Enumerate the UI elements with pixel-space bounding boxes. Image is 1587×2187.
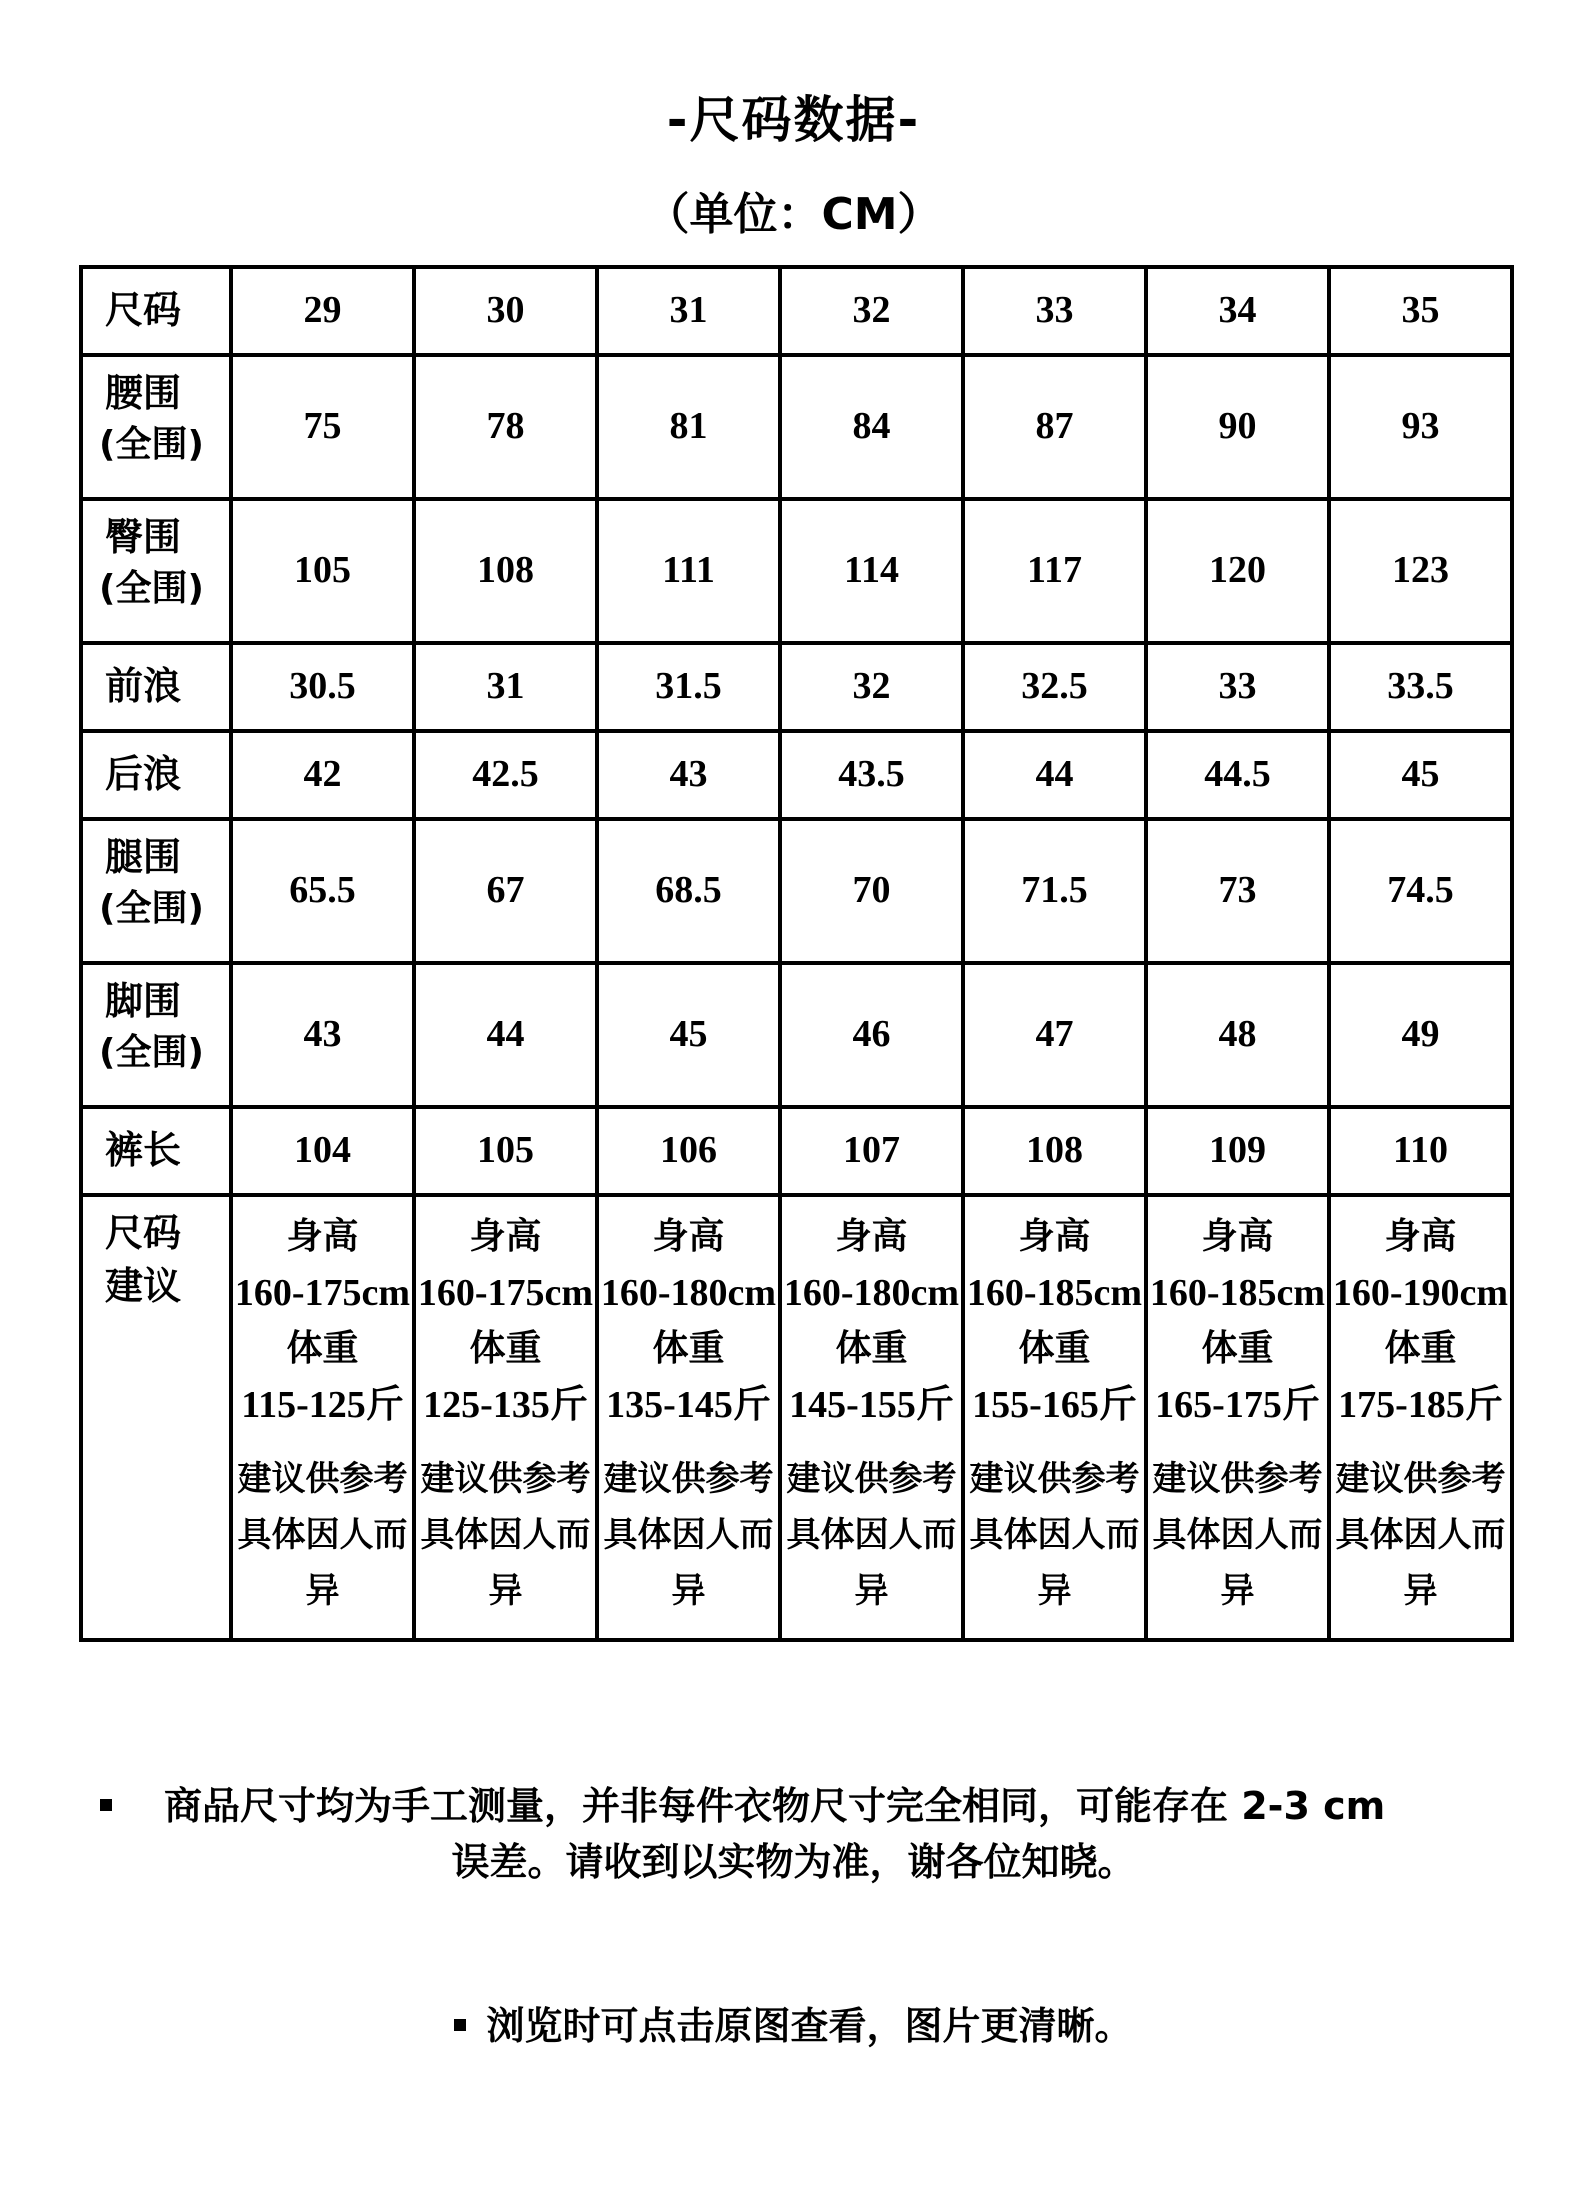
value-cell: 73	[1146, 819, 1329, 963]
row-label-sub: (全围)	[99, 424, 204, 466]
value-cell: 47	[963, 963, 1146, 1107]
row-label-sub: (全围)	[99, 888, 204, 930]
recommend-note: 建议供参考具体因人而异	[1152, 1459, 1323, 1611]
row-label-main: 建议	[105, 1264, 182, 1309]
value-cell: 90	[1146, 355, 1329, 499]
value-cell: 104	[231, 1107, 414, 1195]
row-label	[81, 819, 231, 963]
value-cell: 70	[780, 819, 963, 963]
value-cell: 31	[414, 643, 597, 731]
value-cell: 93	[1329, 355, 1512, 499]
table-row-hip	[81, 499, 1512, 643]
row-label: 裤长	[81, 1107, 231, 1195]
bullet-icon	[100, 1799, 112, 1811]
value-cell: 87	[963, 355, 1146, 499]
size-cell: 34	[1146, 267, 1329, 355]
recommend-cell	[597, 1195, 780, 1640]
row-label-sub: (全围)	[99, 1032, 204, 1074]
recommend-cell	[231, 1195, 414, 1640]
value-cell: 32.5	[963, 643, 1146, 731]
recommend-cell	[1329, 1195, 1512, 1640]
value-cell: 75	[231, 355, 414, 499]
value-cell: 33	[1146, 643, 1329, 731]
weight-label: 体重	[1018, 1328, 1091, 1369]
weight-range: 115-125斤	[241, 1384, 404, 1426]
row-label	[81, 1195, 231, 1640]
size-cell: 29	[231, 267, 414, 355]
row-label	[81, 355, 231, 499]
viewing-note	[0, 1995, 1587, 2050]
value-cell: 45	[1329, 731, 1512, 819]
page-title: -尺码数据-	[666, 91, 921, 149]
value-cell: 43	[231, 963, 414, 1107]
size-cell: 33	[963, 267, 1146, 355]
table-row-waist	[81, 355, 1512, 499]
row-label-main: 脚围	[105, 979, 182, 1023]
value-cell: 108	[414, 499, 597, 643]
height-label: 身高	[652, 1216, 725, 1257]
recommend-note: 建议供参考具体因人而异	[786, 1459, 957, 1611]
note-text: 误差。请收到以实物为准，谢各位知晓。	[451, 1840, 1136, 1884]
size-cell: 31	[597, 267, 780, 355]
weight-label: 体重	[835, 1328, 908, 1369]
height-label: 身高	[1384, 1216, 1457, 1257]
weight-range: 175-185斤	[1338, 1384, 1503, 1426]
value-cell: 109	[1146, 1107, 1329, 1195]
table-row-size	[81, 267, 1512, 355]
value-cell: 111	[597, 499, 780, 643]
weight-label: 体重	[1384, 1328, 1457, 1369]
weight-range: 155-165斤	[972, 1384, 1137, 1426]
height-label: 身高	[1201, 1216, 1274, 1257]
value-cell: 44.5	[1146, 731, 1329, 819]
value-cell: 42.5	[414, 731, 597, 819]
note-text: 浏览时可点击原图查看，图片更清晰。	[486, 2004, 1133, 2048]
value-cell: 107	[780, 1107, 963, 1195]
row-label-sub: (全围)	[99, 568, 204, 610]
value-cell: 78	[414, 355, 597, 499]
height-label: 身高	[835, 1216, 908, 1257]
recommend-note: 建议供参考具体因人而异	[237, 1459, 408, 1611]
value-cell: 74.5	[1329, 819, 1512, 963]
table-row-back-rise	[81, 731, 1512, 819]
height-range: 160-175cm	[417, 1272, 594, 1314]
value-cell: 32	[780, 643, 963, 731]
value-cell: 105	[414, 1107, 597, 1195]
value-cell: 30.5	[231, 643, 414, 731]
weight-label: 体重	[652, 1328, 725, 1369]
value-cell: 117	[963, 499, 1146, 643]
table-row-thigh	[81, 819, 1512, 963]
row-label	[81, 499, 231, 643]
height-range: 160-180cm	[783, 1272, 960, 1314]
recommend-note: 建议供参考具体因人而异	[603, 1459, 774, 1611]
height-label: 身高	[469, 1216, 542, 1257]
value-cell: 43	[597, 731, 780, 819]
recommend-note: 建议供参考具体因人而异	[969, 1459, 1140, 1611]
row-label: 前浪	[81, 643, 231, 731]
weight-range: 135-145斤	[606, 1384, 771, 1426]
recommend-note: 建议供参考具体因人而异	[420, 1459, 591, 1611]
note-text: 商品尺寸均为手工测量，并非每件衣物尺寸完全相同，可能存在 2-3 cm	[164, 1784, 1386, 1828]
size-cell: 30	[414, 267, 597, 355]
weight-range: 165-175斤	[1155, 1384, 1320, 1426]
height-label: 身高	[286, 1216, 359, 1257]
value-cell: 31.5	[597, 643, 780, 731]
table-row-hem	[81, 963, 1512, 1107]
weight-label: 体重	[286, 1328, 359, 1369]
weight-range: 145-155斤	[789, 1384, 954, 1426]
value-cell: 48	[1146, 963, 1329, 1107]
value-cell: 114	[780, 499, 963, 643]
height-range: 160-185cm	[966, 1272, 1143, 1314]
value-cell: 42	[231, 731, 414, 819]
value-cell: 105	[231, 499, 414, 643]
row-label-main: 腰围	[105, 371, 182, 415]
value-cell: 33.5	[1329, 643, 1512, 731]
value-cell: 44	[963, 731, 1146, 819]
value-cell: 81	[597, 355, 780, 499]
weight-label: 体重	[469, 1328, 542, 1369]
table-row-recommend	[81, 1195, 1512, 1640]
value-cell: 71.5	[963, 819, 1146, 963]
weight-label: 体重	[1201, 1328, 1274, 1369]
recommend-cell	[1146, 1195, 1329, 1640]
value-cell: 120	[1146, 499, 1329, 643]
value-cell: 49	[1329, 963, 1512, 1107]
value-cell: 84	[780, 355, 963, 499]
height-range: 160-185cm	[1149, 1272, 1326, 1314]
row-label-main: 尺码	[105, 1211, 182, 1255]
height-range: 160-175cm	[234, 1272, 411, 1314]
value-cell: 44	[414, 963, 597, 1107]
table-row-length	[81, 1107, 1512, 1195]
value-cell: 65.5	[231, 819, 414, 963]
value-cell: 110	[1329, 1107, 1512, 1195]
height-range: 160-180cm	[600, 1272, 777, 1314]
recommend-cell	[780, 1195, 963, 1640]
row-label	[81, 963, 231, 1107]
height-range: 160-190cm	[1332, 1272, 1509, 1314]
value-cell: 46	[780, 963, 963, 1107]
value-cell: 68.5	[597, 819, 780, 963]
row-label-main: 腿围	[105, 835, 182, 879]
recommend-cell	[414, 1195, 597, 1640]
row-label-main: 臀围	[105, 515, 182, 559]
weight-range: 125-135斤	[423, 1384, 588, 1426]
value-cell: 106	[597, 1107, 780, 1195]
recommend-cell	[963, 1195, 1146, 1640]
size-table	[79, 265, 1514, 1642]
unit-subtitle: （单位：CM）	[645, 189, 942, 240]
height-label: 身高	[1018, 1216, 1091, 1257]
value-cell: 43.5	[780, 731, 963, 819]
table-row-front-rise	[81, 643, 1512, 731]
recommend-note: 建议供参考具体因人而异	[1335, 1459, 1506, 1611]
bullet-icon	[454, 2019, 466, 2031]
size-cell: 32	[780, 267, 963, 355]
row-label: 后浪	[81, 731, 231, 819]
value-cell: 45	[597, 963, 780, 1107]
value-cell: 108	[963, 1107, 1146, 1195]
row-label: 尺码	[81, 267, 231, 355]
value-cell: 67	[414, 819, 597, 963]
size-cell: 35	[1329, 267, 1512, 355]
value-cell: 123	[1329, 499, 1512, 643]
